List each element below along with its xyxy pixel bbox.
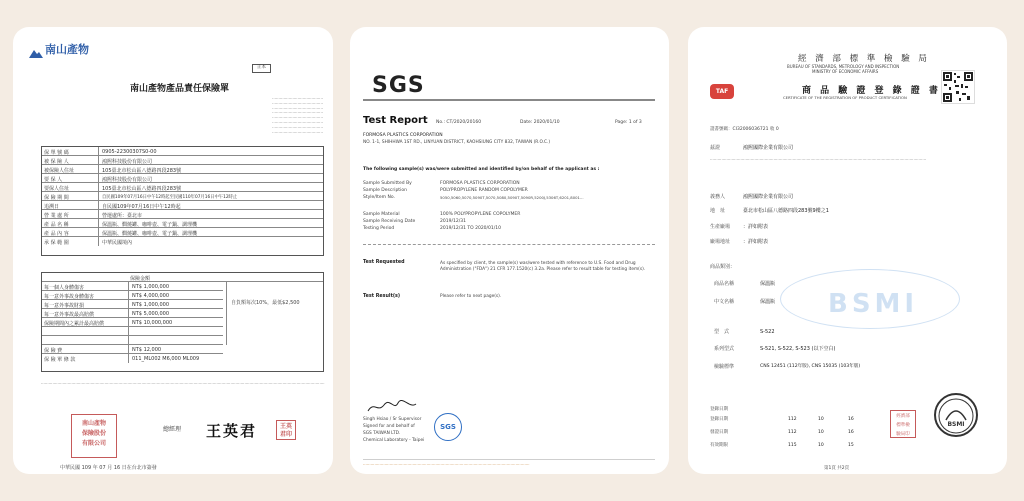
company-seal-stamp: 南山產物 保險股份 有限公司 [71,414,117,458]
table-row: 每一意外事故最高賠償 NT$ 5,000,000 [42,309,223,318]
test-requested-label: Test Requested [363,260,405,265]
policy-terms-fine-print: ······························································································································································································································· [41,381,325,386]
policy-fine-print: ········································ ········································ ········································ ········································ ········································ ········································ ········································ ········································ [272,96,323,135]
bsmi-seal-icon [934,393,978,437]
table-row: 產 品 名 稱 保溫瓶、燜燒罐、咖啡壺、電子鍋、調理機 [42,219,323,228]
bureau-title-en: BUREAU OF STANDARDS, METROLOGY AND INSPECTION [787,64,900,69]
factory-address-value: ：詳如附表 [743,239,769,245]
table-row: 產 品 內 容 保溫瓶、燜燒罐、咖啡壺、電子鍋、調理機 [42,228,323,237]
mountain-logo-icon [29,43,43,52]
reg-date-year: 112 [788,430,797,435]
table-row: 保險金額 [42,273,323,282]
test-requested-text: As specified by client, the sample(s) was/were tested with reference to U.S. Food and Drug Administration ("FDA") 21 CFR 177.1520(c) 3.2a. Please refer to result table for testing item(s). [440,261,646,272]
signer-line: Chemical Laboratory - Taipei [363,438,425,443]
table-row: 每一個人身體傷害 NT$ 1,000,000 [42,282,223,291]
certificate-number: 證書號碼：CI32006036721 收 0 [710,127,779,132]
bsmi-watermark: BSMI [828,289,919,319]
field-label: Sample Description [363,188,407,193]
table-row: 要保人住址 105臺北市松山區八德路四段283號 [42,183,323,192]
certificate-title-en: CERTIFICATE OF THE REGISTRATION OF PRODUCT CERTIFICATION [783,95,907,100]
client-address: NO. 1-1, SHIHHWA 1ST RD., LINYUAN DISTRICT, KAOHSIUNG CITY 832, TAIWAN (R.O.C.) [363,140,551,145]
product-name: 保溫瓶 [760,281,776,287]
intro-text: The following sample(s) was/were submitted and identified by/on behalf of the applicant as : [363,167,600,172]
bureau-title: 經 濟 部 標 準 檢 驗 局 [798,54,930,64]
brand-name: 保溫瓶 [760,299,776,305]
report-date: Date: 2020/01/10 [520,120,560,125]
table-row: 保 險 單 條 款 011_ML002 M6,000 ML009 [44,356,200,363]
deductible-text: 自負額每次10%，最低$2,500 [231,300,300,306]
manufacturer-value: ：詳如附表 [743,224,769,230]
footer-fine-print: ··································································································································· [363,463,530,467]
standard-label: 檢驗標準 [714,364,735,370]
page-footer: 第1頁 共2頁 [824,466,850,471]
column-divider [226,282,227,345]
table-row: 保 單 號 碼 0905-22300307S0-00 [42,147,323,156]
footer-divider [363,459,655,460]
applicant-label: 茲證 [710,145,721,151]
reg-date-day: 16 [848,417,854,422]
reg-date-year: 112 [788,417,797,422]
table-row: 要 保 人 鴻熙科技股份有限公司 [42,174,323,183]
address-label: 地 址 [710,208,726,214]
bsmi-seal-text: BSMI [947,421,965,428]
table-row: 承 保 範 圍 中華民國境內 [44,240,133,246]
policy-title: 南山產物產品責任保險單 [130,84,230,94]
personal-seal-stamp: 王英 君印 [276,420,296,440]
applicant-name: 鴻熙國際企業有限公司 [743,194,794,200]
signer-line: SGS TAIWAN LTD. [363,431,401,436]
table-row: 每一意外事故身體傷害 NT$ 4,000,000 [42,291,223,300]
product-name-label: 商品名稱 [714,281,735,287]
registration-dates-header: 登錄日期 [710,407,728,412]
table-row [42,336,223,345]
client-company: FORMOSA PLASTICS CORPORATION [363,133,443,138]
signer-name: Singh Hsiao / Sr Supervisor [363,417,422,422]
reg-date-month: 10 [818,417,824,422]
handwritten-signature [366,399,418,419]
reg-date-day: 15 [848,443,854,448]
sgs-seal-stamp: SGS [434,413,462,441]
original-badge: 正本 [252,64,271,73]
reg-date-year: 115 [788,443,797,448]
table-row: 保險期間內之累計最高賠償 NT$ 10,000,000 [42,318,223,327]
reg-date-label: 登錄日期 [710,417,728,422]
series-label: 系列型式 [714,346,735,352]
product-section-label: 商品類別： [710,264,736,270]
sgs-logo-text: SGS [372,73,425,98]
reg-date-label: 有效期限 [710,443,728,448]
applicant-name-top: 鴻熙國際企業有限公司 [743,145,794,151]
table-row: 被保險人住址 105臺北市松山區八德路四段283號 [42,165,323,174]
insurer-logo-text: 南山產物 [45,43,89,56]
section-divider [363,244,655,245]
model-label: 型 式 [714,329,730,335]
table-row: 每一意外事故財損 NT$ 1,000,000 [42,300,223,309]
bsmi-certificate-card [688,27,1007,474]
table-row [42,327,223,336]
policy-info-table [41,146,324,256]
field-value: FORMOSA PLASTICS CORPORATION [440,181,520,186]
test-result-label: Test Result(s) [363,294,401,299]
qr-code-icon [941,70,975,104]
signer-line: Signed for and behalf of [363,424,415,429]
field-value: POLYPROPYLENE RANDOM COPOLYMER [440,188,528,193]
coverage-limits-table [41,272,324,372]
signatory-name: 王英君 [206,422,258,440]
report-title: Test Report [363,115,428,126]
taf-logo-icon: TAF [710,84,734,99]
field-label: Style/Item No. [363,195,395,200]
test-result-text: Please refer to next page(s). [440,294,502,299]
table-row: 保 險 費 NT$ 12,000 [42,345,223,354]
series-models: S-521, S-522, S-523 (以下空白) [760,346,836,352]
field-label: Sample Material [363,212,400,217]
table-row: 被 保 險 人 鴻熙科技股份有限公司 [42,156,323,165]
obligor-label: 義務人 [710,194,726,200]
table-row: 營 業 處 所 營運處所：臺北市 [42,210,323,219]
factory-address-label: 廠場地址 [710,239,731,245]
certificate-title: 商 品 驗 證 登 錄 證 書 [802,86,941,96]
page-indicator: Page: 1 of 3 [615,120,642,125]
manufacturer-label: 生產廠場 [710,224,731,230]
field-label: Sample Receiving Date [363,219,416,224]
field-value: 2019/12/31 TO 2020/01/10 [440,226,502,231]
red-seal-stamp: 經濟部 標準檢 驗局印 [890,410,916,438]
field-value: 5050,5060,5070,5090T,5070,5080,5090T,5090R,5200J,5306T,6201,8001... [440,195,584,200]
table-row: 保 險 期 間 自民國109年07月16日中午12時起至民國110年07月16日中午12時止 [42,192,323,201]
watermark-ring [780,269,960,329]
inspection-standard: CNS 12451 (112年版), CNS 15035 (103年版) [760,364,861,369]
field-label: Testing Period [363,226,395,231]
reg-date-month: 10 [818,443,824,448]
certificate-statement-fine-print: ·········································································································································································· [710,157,927,162]
ministry-title-en: MINISTRY OF ECONOMIC AFFAIRS [812,69,879,74]
issue-date: 中華民國 109 年 07 月 16 日在台北市簽發 [60,465,157,471]
field-value: 100% POLYPROPYLENE COPOLYMER [440,212,521,217]
field-label: Sample Submitted By [363,181,412,186]
reg-date-label: 發證日期 [710,430,728,435]
header-divider [363,99,655,101]
field-value: 2019/12/31 [440,219,466,224]
brand-label: 中文名稱 [714,299,735,305]
sgs-test-report-card [350,27,669,474]
signatory-title: 總經理 [163,426,182,433]
insurance-certificate-card [13,27,333,474]
applicant-address: 臺北市松山區八德路四段283號9樓之1 [743,208,829,214]
report-number: No.: CT/2020/20160 [436,120,482,125]
reg-date-day: 16 [848,430,854,435]
table-row: 追溯日 自民國109年07月16日中午12時起 [42,201,323,210]
reg-date-month: 10 [818,430,824,435]
model-number: S-522 [760,329,775,335]
